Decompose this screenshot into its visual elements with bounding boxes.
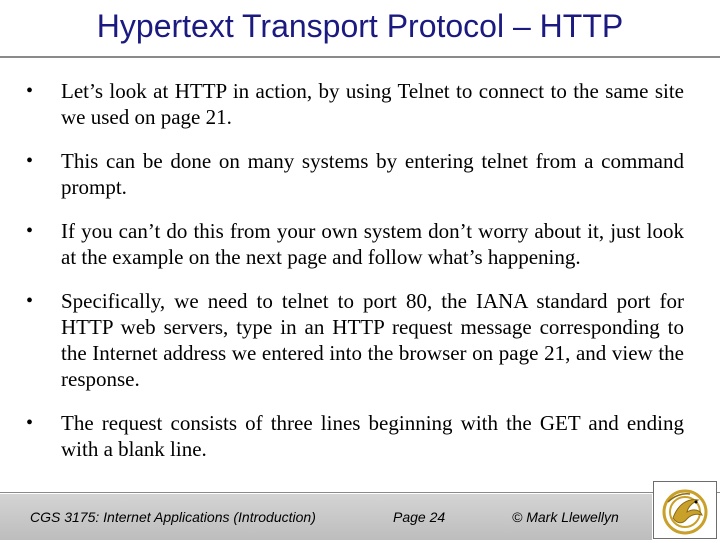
bullet-item [24,218,684,270]
bullet-marker: • [26,80,34,102]
bullet-text: Let’s look at HTTP in action, by using Telnet to connect to the same site we used on page 21. [61,79,684,129]
bullet-item [24,410,684,462]
title-divider [0,56,720,58]
footer-course: CGS 3175: Internet Applications (Introduction) [30,509,316,525]
bullet-item [24,148,684,200]
pegasus-logo-icon [653,481,717,539]
bullet-marker: • [26,220,34,242]
bullet-text: The request consists of three lines beginning with the GET and ending with a blank line. [61,411,684,461]
footer-divider [0,492,720,493]
bullet-text: If you can’t do this from your own system don’t worry about it, just look at the example on the next page and follow what’s happening. [61,219,684,269]
bullet-item [24,288,684,392]
slide-title: Hypertext Transport Protocol – HTTP [96,8,624,44]
bullet-marker: • [26,412,34,434]
bullet-item [24,78,684,130]
footer-page-number: Page 24 [393,509,446,525]
bullet-text: This can be done on many systems by entering telnet from a command prompt. [61,149,684,199]
pegasus-logo-graphic [654,482,716,538]
bullet-text: Specifically, we need to telnet to port 80, the IANA standard port for HTTP web servers, type in an HTTP request message corresponding to the Internet address we entered into the browser on page 21, and view the response. [61,289,684,391]
bullet-marker: • [26,150,34,172]
footer-author: © Mark Llewellyn [512,509,619,525]
bullet-list [24,78,684,480]
bullet-marker: • [26,290,34,312]
footer-bar [0,494,652,540]
